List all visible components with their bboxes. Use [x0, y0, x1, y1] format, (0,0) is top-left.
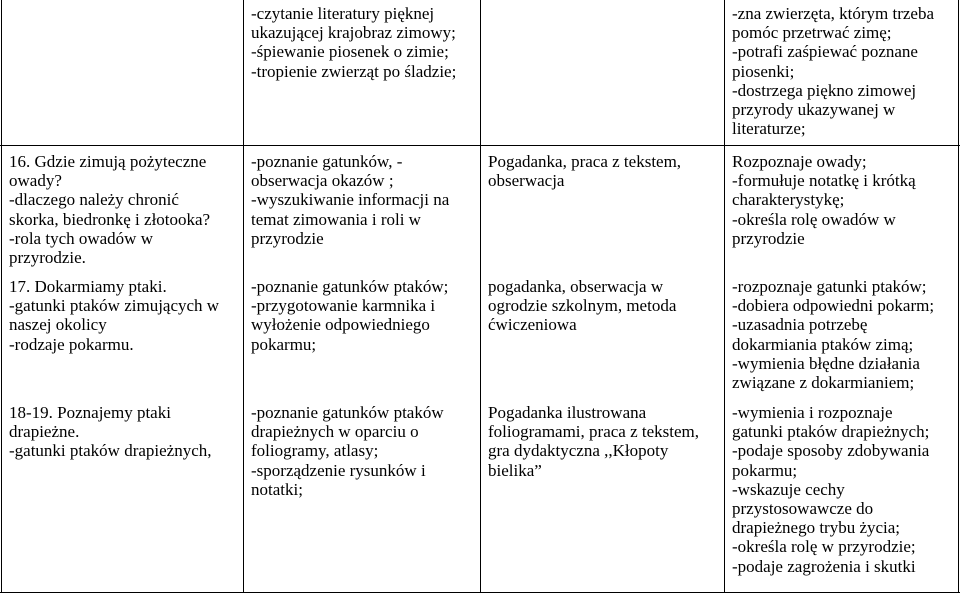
activities-feeding-birds: -poznanie gatunków ptaków; -przygotowanie karmnika i wyłożenie odpowiedniego pokarmu; [251, 277, 449, 354]
table-border-col1-col2 [243, 0, 244, 593]
outcomes-feeding-birds: -rozpoznaje gatunki ptaków; -dobiera odpowiedni pokarm; -uzasadnia potrzebę dokarmiania ptaków zimą; -wymienia błędne działania związane z dokarmianiem; [732, 277, 935, 393]
outcomes-winter: -zna zwierzęta, którym trzeba pomóc przetrwać zimę; -potrafi zaśpiewać poznane piosenki; -dostrzega piękno zimowej przyrody ukazywanej w literaturze; [732, 4, 934, 139]
activities-birds-of-prey: -poznanie gatunków ptaków drapieżnych w oparciu o foliogramy, atlasy; -sporządzenie rysunków i notatki; [251, 403, 444, 499]
table-border-col2-col3 [480, 0, 481, 593]
table-border-left [1, 0, 2, 593]
table-row-border-1 [0, 145, 960, 146]
methods-insects: Pogadanka, praca z tekstem, obserwacja [488, 152, 682, 191]
methods-birds-of-prey: Pogadanka ilustrowana foliogramami, praca z tekstem, gra dydaktyczna ,,Kłopoty bielika” [488, 403, 699, 480]
topic-birds-of-prey: 18-19. Poznajemy ptaki drapieżne. -gatunki ptaków drapieżnych, [9, 403, 212, 461]
table-border-col3-col4 [724, 0, 725, 593]
table-border-right [958, 0, 959, 593]
outcomes-birds-of-prey: -wymienia i rozpoznaje gatunki ptaków drapieżnych; -podaje sposoby zdobywania pokarmu; -wskazuje cechy przystosowawcze do drapieżnego trybu życia; -określa rolę w przyrodzie; -podaje zagrożenia i skutki [732, 403, 930, 576]
activities-winter: -czytanie literatury pięknej ukazującej krajobraz zimowy; -śpiewanie piosenek o zimie; -tropienie zwierząt po śladzie; [251, 4, 457, 81]
activities-insects: -poznanie gatunków, - obserwacja okazów ; -wyszukiwanie informacji na temat zimowania i roli w przyrodzie [251, 152, 450, 248]
topic-insects: 16. Gdzie zimują pożyteczne owady? -dlaczego należy chronić skorka, biedronkę i złotooka? -rola tych owadów w przyrodzie. [9, 152, 211, 268]
outcomes-insects: Rozpoznaje owady; -formułuje notatkę i krótką charakterystykę; -określa rolę owadów w przyrodzie [732, 152, 916, 248]
topic-feeding-birds: 17. Dokarmiamy ptaki. -gatunki ptaków zimujących w naszej okolicy -rodzaje pokarmu. [9, 277, 220, 354]
methods-feeding-birds: pogadanka, obserwacja w ogrodzie szkolnym, metoda ćwiczeniowa [488, 277, 677, 335]
